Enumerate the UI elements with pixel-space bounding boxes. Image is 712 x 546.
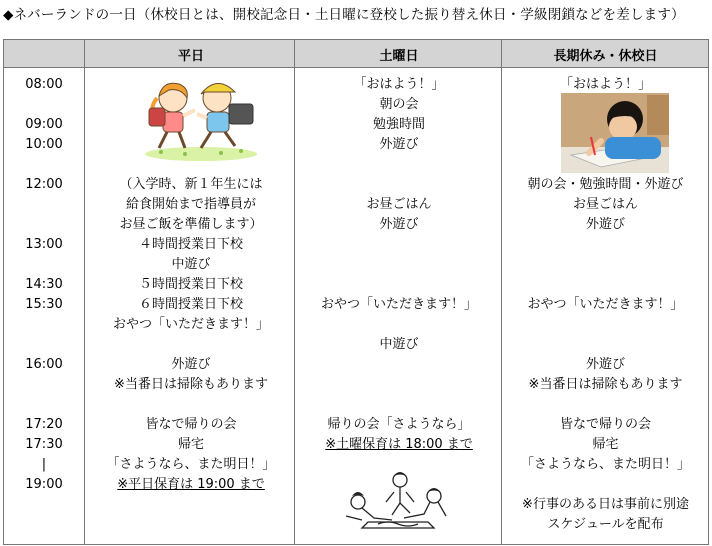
weekday-cleaning-note: ※当番日は掃除もあります	[114, 377, 268, 392]
children-drawing-illustration	[338, 472, 458, 532]
holiday-morning-activities: 朝の会・勉強時間・外遊び	[527, 177, 684, 192]
saturday-snack: おやつ「いただきます！」	[320, 297, 477, 312]
weekday-dismissal-4: ４時間授業日下校	[138, 237, 243, 252]
holiday-outdoor-play: 外遊び	[585, 217, 625, 232]
schedule-table	[3, 39, 709, 545]
time-label: |	[41, 457, 47, 472]
time-label: 17:20	[25, 417, 63, 432]
time-label: 16:00	[25, 357, 63, 372]
holiday-greeting: 「おはよう！」	[559, 77, 651, 92]
page-title: ◆ネバーランドの一日（休校日とは、開校記念日・土日曜に登校した振り替え休日・学級閉鎖などを差します）	[3, 7, 685, 23]
time-label: 08:00	[25, 77, 63, 92]
holiday-goodbye-meeting: 皆なで帰りの会	[559, 417, 651, 432]
saturday-care-hours: ※土曜保育は 18:00 まで	[325, 437, 473, 452]
holiday-cleaning-note: ※当番日は掃除もあります	[528, 377, 683, 392]
column-divider	[501, 40, 502, 544]
saturday-lunch: お昼ごはん	[366, 197, 432, 212]
column-header-holiday: 長期休み・休校日	[553, 49, 658, 64]
holiday-lunch: お昼ごはん	[572, 197, 638, 212]
holiday-farewell: 「さようなら、また明日！」	[520, 457, 690, 472]
weekday-go-home: 帰宅	[177, 437, 204, 452]
time-label: 19:00	[25, 477, 63, 492]
holiday-snack: おやつ「いただきます！」	[527, 297, 684, 312]
saturday-mid-play: 中遊び	[379, 337, 419, 352]
saturday-outdoor-play: 外遊び	[379, 137, 419, 152]
weekday-lunch-note: （入学時、新１年生には	[119, 177, 263, 192]
weekday-mid-play: 中遊び	[171, 257, 211, 272]
saturday-outdoor-play: 外遊び	[379, 217, 419, 232]
time-label: 15:30	[25, 297, 63, 312]
time-label: 10:00	[25, 137, 63, 152]
holiday-event-note: ※行事のある日は事前に別途	[522, 497, 689, 512]
header-divider	[4, 67, 708, 68]
holiday-outdoor-play: 外遊び	[585, 357, 625, 372]
boy-studying-photo	[561, 93, 669, 173]
saturday-study: 勉強時間	[372, 117, 425, 132]
saturday-greeting: 「おはよう！」	[353, 77, 445, 92]
time-label: 17:30	[25, 437, 63, 452]
weekday-dismissal-5: ５時間授業日下校	[138, 277, 243, 292]
weekday-outdoor-play: 外遊び	[171, 357, 211, 372]
weekday-farewell: 「さようなら、また明日！」	[106, 457, 276, 472]
time-label: 09:00	[25, 117, 63, 132]
weekday-lunch-note: 給食開始まで指導員が	[125, 197, 256, 212]
holiday-go-home: 帰宅	[592, 437, 619, 452]
weekday-care-hours: ※平日保育は 19:00 まで	[117, 477, 265, 492]
column-header-saturday: 土曜日	[379, 49, 419, 64]
saturday-morning-meeting: 朝の会	[379, 97, 419, 112]
children-running-illustration	[131, 68, 271, 164]
column-header-weekday: 平日	[177, 49, 204, 64]
weekday-lunch-note: お昼ご飯を準備します）	[119, 217, 263, 232]
column-divider	[84, 40, 85, 544]
weekday-dismissal-6: ６時間授業日下校	[138, 297, 243, 312]
time-label: 14:30	[25, 277, 63, 292]
holiday-event-note: スケジュールを配布	[547, 517, 664, 532]
saturday-goodbye: 帰りの会「さようなら」	[327, 417, 471, 432]
time-label: 13:00	[25, 237, 63, 252]
weekday-snack: おやつ「いただきます！」	[112, 317, 269, 332]
time-label: 12:00	[25, 177, 63, 192]
weekday-goodbye-meeting: 皆なで帰りの会	[145, 417, 237, 432]
